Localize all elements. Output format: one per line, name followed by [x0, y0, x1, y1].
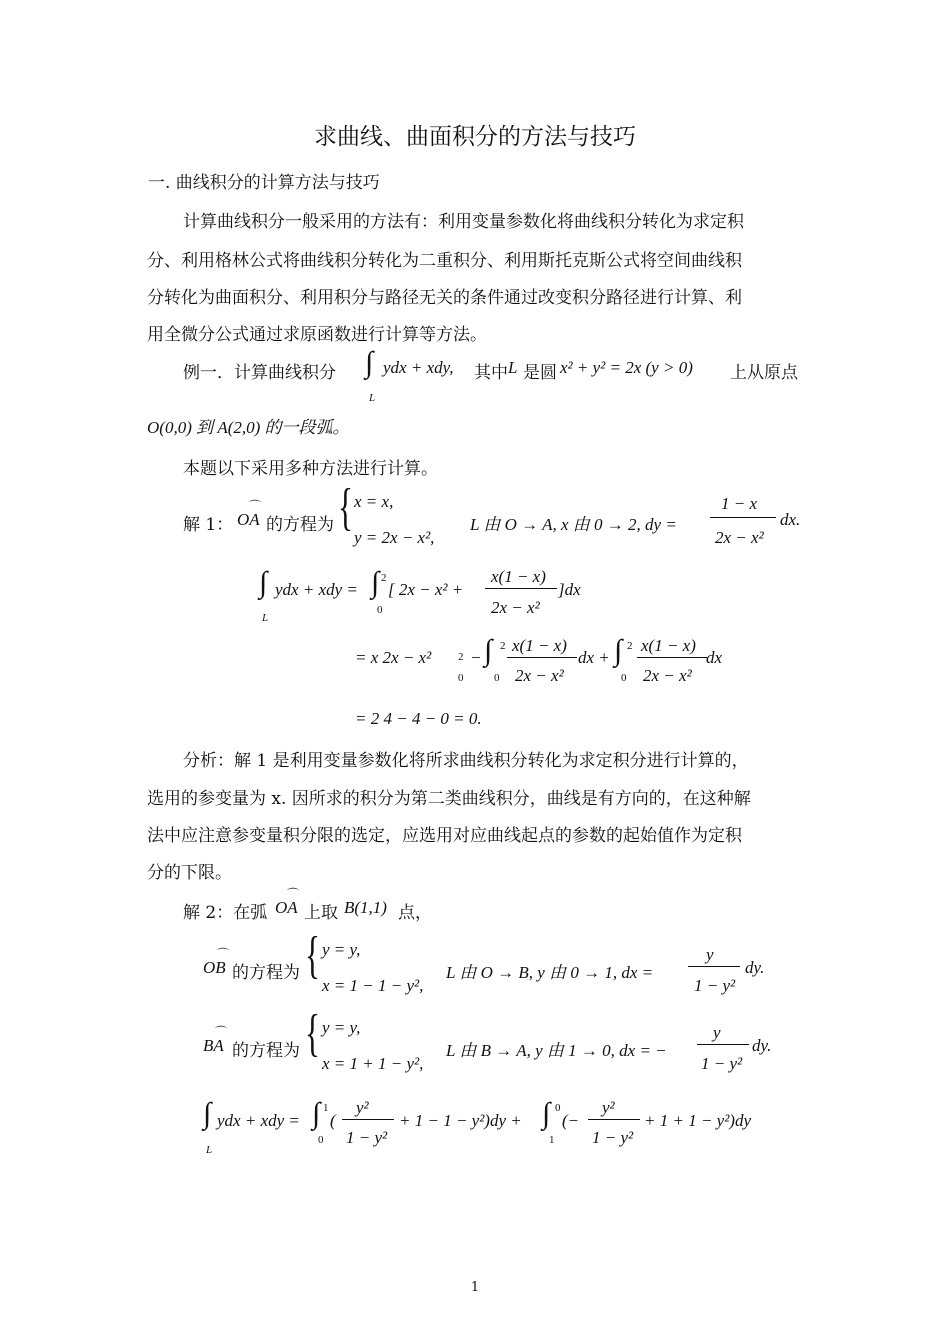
integral-sign: ∫	[312, 1097, 321, 1130]
sol1-arc-OA: OA	[237, 510, 260, 529]
example-mid: 其中	[474, 363, 508, 383]
left-brace: {	[305, 1005, 320, 1062]
analysis-line-4: 分的下限。	[147, 863, 232, 883]
sol2-f-den1: 1 − y²	[346, 1128, 388, 1147]
sol1-line2c: dx +	[578, 648, 610, 667]
fraction-bar	[697, 1044, 749, 1045]
sol2-ba-sys-2: x = 1 + 1 − y²,	[322, 1054, 424, 1073]
sol1-frac-den: 2x − x²	[715, 528, 764, 547]
intro-line-4: 用全微分公式通过求原函数进行计算等方法。	[147, 325, 487, 345]
integral-sign: ∫	[203, 1097, 212, 1130]
analysis-line-1: 分析：解 1 是利用变量参数化将所求曲线积分转化为求定积分进行计算的，	[183, 751, 749, 771]
integral-sign: ∫	[365, 346, 374, 379]
sol2-arc-OA: OA	[275, 898, 298, 917]
sol2-f-num2: y²	[602, 1098, 615, 1117]
sol1-line2a: = x 2x − x²	[355, 648, 432, 667]
sol1-int-lhs: ydx + xdy =	[275, 580, 358, 599]
sol2-ba-eq-of: 的方程为	[232, 1041, 300, 1061]
sol2-ba-num: y	[713, 1023, 721, 1042]
sol1-int-up: 2	[381, 572, 387, 584]
sol1-int-den: 2x − x²	[491, 598, 540, 617]
sol2-f-up2: 0	[555, 1102, 561, 1114]
methods-note: 本题以下采用多种方法进行计算。	[183, 459, 438, 479]
arc-hat: ⌒	[217, 947, 230, 961]
integral-sign: ∫	[371, 566, 380, 599]
sol2-f-b: + 1 − 1 − y²)dy +	[399, 1111, 522, 1130]
integral-sign: ∫	[614, 634, 623, 667]
sol2-f-d: + 1 + 1 − y²)dy	[644, 1111, 752, 1130]
left-brace: {	[338, 479, 353, 536]
page-title: 求曲线、曲面积分的方法与技巧	[314, 124, 636, 150]
sol2-OB: OB	[203, 958, 226, 977]
analysis-line-2: 选用的参变量为 x. 因所求的积分为第二类曲线积分，曲线是有方向的，在这种解	[147, 789, 751, 809]
sol2-final-lhs: ydx + xdy =	[217, 1111, 300, 1130]
sol2-sub-L: L	[206, 1144, 213, 1156]
example-circle-eq: x² + y² = 2x (y > 0)	[560, 358, 693, 377]
sol1-int-num: x(1 − x)	[491, 567, 546, 586]
sol1-cond: L 由 O → A, x 由 0 → 2, dy =	[470, 515, 677, 534]
intro-line-3: 分转化为曲面积分、利用积分与路径无关的条件通过改变积分路径进行计算、利	[147, 288, 742, 308]
fraction-bar	[342, 1119, 394, 1120]
sol2-ob-num: y	[706, 945, 714, 964]
example-tail: 上从原点	[730, 363, 798, 383]
sol2-ba-sys-1: y = y,	[322, 1018, 361, 1037]
fraction-bar	[710, 517, 776, 518]
sol2-point: 点，	[398, 903, 432, 923]
sol1-line2-num-b: x(1 − x)	[641, 636, 696, 655]
fraction-bar	[485, 588, 557, 589]
sol2-ob-eq-of: 的方程为	[232, 963, 300, 983]
sol2-f-lo2: 1	[549, 1134, 555, 1146]
arc-hat: ⌒	[287, 887, 300, 901]
sol2-f-num1: y²	[356, 1098, 369, 1117]
example-integrand: ydx + xdy,	[383, 358, 454, 377]
sol1-line2-den: 2x − x²	[515, 666, 564, 685]
fraction-bar	[688, 966, 740, 967]
page-number: 1	[470, 1280, 480, 1295]
analysis-line-3: 法中应注意参变量积分限的选定，应选用对应曲线起点的参数的起始值作为定积	[147, 826, 742, 846]
example-L: L	[508, 358, 518, 377]
example-line-2: O(0,0) 到 A(2,0) 的一段弧。	[147, 418, 350, 437]
sol2-f-up1: 1	[323, 1102, 329, 1114]
sol2-label: 解 2：在弧	[183, 903, 268, 923]
sol1-line3: = 2 4 − 4 − 0 = 0.	[355, 709, 482, 728]
sol2-ob-cond: L 由 O → B, y 由 0 → 1, dx =	[446, 963, 654, 982]
intro-line-1: 计算曲线积分一般采用的方法有：利用变量参数化将曲线积分转化为求定积	[183, 212, 744, 232]
section-heading: 一. 曲线积分的计算方法与技巧	[148, 173, 380, 193]
sol2-ob-sys-2: x = 1 − 1 − y²,	[322, 976, 424, 995]
integral-sign: ∫	[542, 1097, 551, 1130]
integral-sign: ∫	[259, 566, 268, 599]
document-page: 求曲线、曲面积分的方法与技巧 一. 曲线积分的计算方法与技巧 计算曲线积分一般采用的方法有：利用变量参数化将曲线积分转化为求定积 分、利用格林公式将曲线积分转化为二重积分、利用斯托克斯公式将空间曲线积 分转化为曲面积分、利用积分与路径无关的条件通过改变积分路径进行计算、利 用全微分公式通过求原函数进行计算等方法。 例一．计算曲线积分 ∫ ydx + xdy, 其中 L 是圆 x² + y² = 2x (y > 0) 上从原点 L O(0,0) 到 A(2,0) 的一段弧。 本题以下采用多种方法进行计算。 解 1： OA ⌒ 的方程为 { x = x, y = 2x − x², L 由 O → A, x 由 0 → 2, dy = 1 − x 2x − x² dx. ∫ ydx + xdy = L ∫ 2 0 [ 2x − x² + x(1 − x) 2x − x² ]dx = x 2x − x² 2 0 − ∫ 2 0 x(1 − x) 2x − x² dx + ∫ 2 0 x(1 − x) 2x − x² dx = 2 4 − 4 − 0 = 0. 分析：解 1 是利用变量参数化将所求曲线积分转化为求定积分进行计算的， 选用的参变量为 x. 因所求的积分为第二类曲线积分，曲线是有方向的，在这种解 法中应注意参变量积分限的选定，应选用对应曲线起点的参数的起始值作为定积 分的下限。 解 2：在弧 OA ⌒ 上取 B(1,1) 点， OB ⌒ 的方程为 { y = y, x = 1 − 1 − y², L 由 O → B, y 由 0 → 1, dx = y 1 − y² dy. BA ⌒ 的方程为 { y = y, x = 1 + 1 − y², L 由 B → A, y 由 1 → 0, dx = − y 1 − y² dy. ∫ ydx + xdy = L ∫ 1 0 ( y² 1 − y² + 1 − 1 − y²)dy + ∫ 0 1 (− y² 1 − y² + 1 + 1 − y²)dy 1	[0, 0, 950, 1344]
sol2-f-lo1: 0	[318, 1134, 324, 1146]
sol2-ob-sys-1: y = y,	[322, 940, 361, 959]
integral-sign: ∫	[484, 634, 493, 667]
sol1-int-tail: ]dx	[558, 580, 581, 599]
sol1-line2b: −	[470, 648, 482, 667]
fraction-bar	[588, 1119, 640, 1120]
sol1-line2-den-b: 2x − x²	[643, 666, 692, 685]
sol2-f-a: (	[330, 1111, 336, 1130]
sol2-ob-dy: dy.	[745, 958, 765, 977]
sol1-line2-num: x(1 − x)	[512, 636, 567, 655]
sol1-sys-1: x = x,	[354, 492, 394, 511]
arc-hat: ⌒	[249, 499, 262, 513]
arc-hat: ⌒	[215, 1025, 228, 1039]
sol2-f-den2: 1 − y²	[592, 1128, 634, 1147]
fraction-bar	[637, 657, 707, 658]
left-brace: {	[305, 927, 320, 984]
sol1-sub-L: L	[262, 612, 269, 624]
example-is-circle: 是圆	[523, 363, 557, 383]
sol1-sys-2: y = 2x − x²,	[354, 528, 435, 547]
sol2-B: B(1,1)	[344, 898, 387, 917]
sol2-ba-den: 1 − y²	[701, 1054, 743, 1073]
sol1-line2-lim-up: 2	[458, 651, 464, 663]
sol1-label: 解 1：	[183, 515, 234, 535]
example-lead: 例一．计算曲线积分	[183, 363, 336, 383]
sol2-ba-dy: dy.	[752, 1036, 772, 1055]
sol2-ba-cond: L 由 B → A, y 由 1 → 0, dx = −	[446, 1041, 667, 1060]
sol2-f-c: (−	[562, 1111, 580, 1130]
sol1-dx: dx.	[780, 510, 801, 529]
sol1-frac-num: 1 − x	[721, 494, 758, 513]
sol1-line2-lim-lo: 0	[458, 672, 464, 684]
intro-line-2: 分、利用格林公式将曲线积分转化为二重积分、利用斯托克斯公式将空间曲线积	[147, 251, 742, 271]
sol1-int-body: [ 2x − x² +	[388, 580, 464, 599]
fraction-bar	[507, 657, 577, 658]
sol1-int-lo: 0	[377, 604, 383, 616]
example-sub-L: L	[369, 392, 376, 404]
sol1-eq-of: 的方程为	[266, 515, 334, 535]
sol2-take: 上取	[304, 903, 338, 923]
sol2-BA: BA	[203, 1036, 224, 1055]
sol2-ob-den: 1 − y²	[694, 976, 736, 995]
sol1-line2d: dx	[706, 648, 723, 667]
